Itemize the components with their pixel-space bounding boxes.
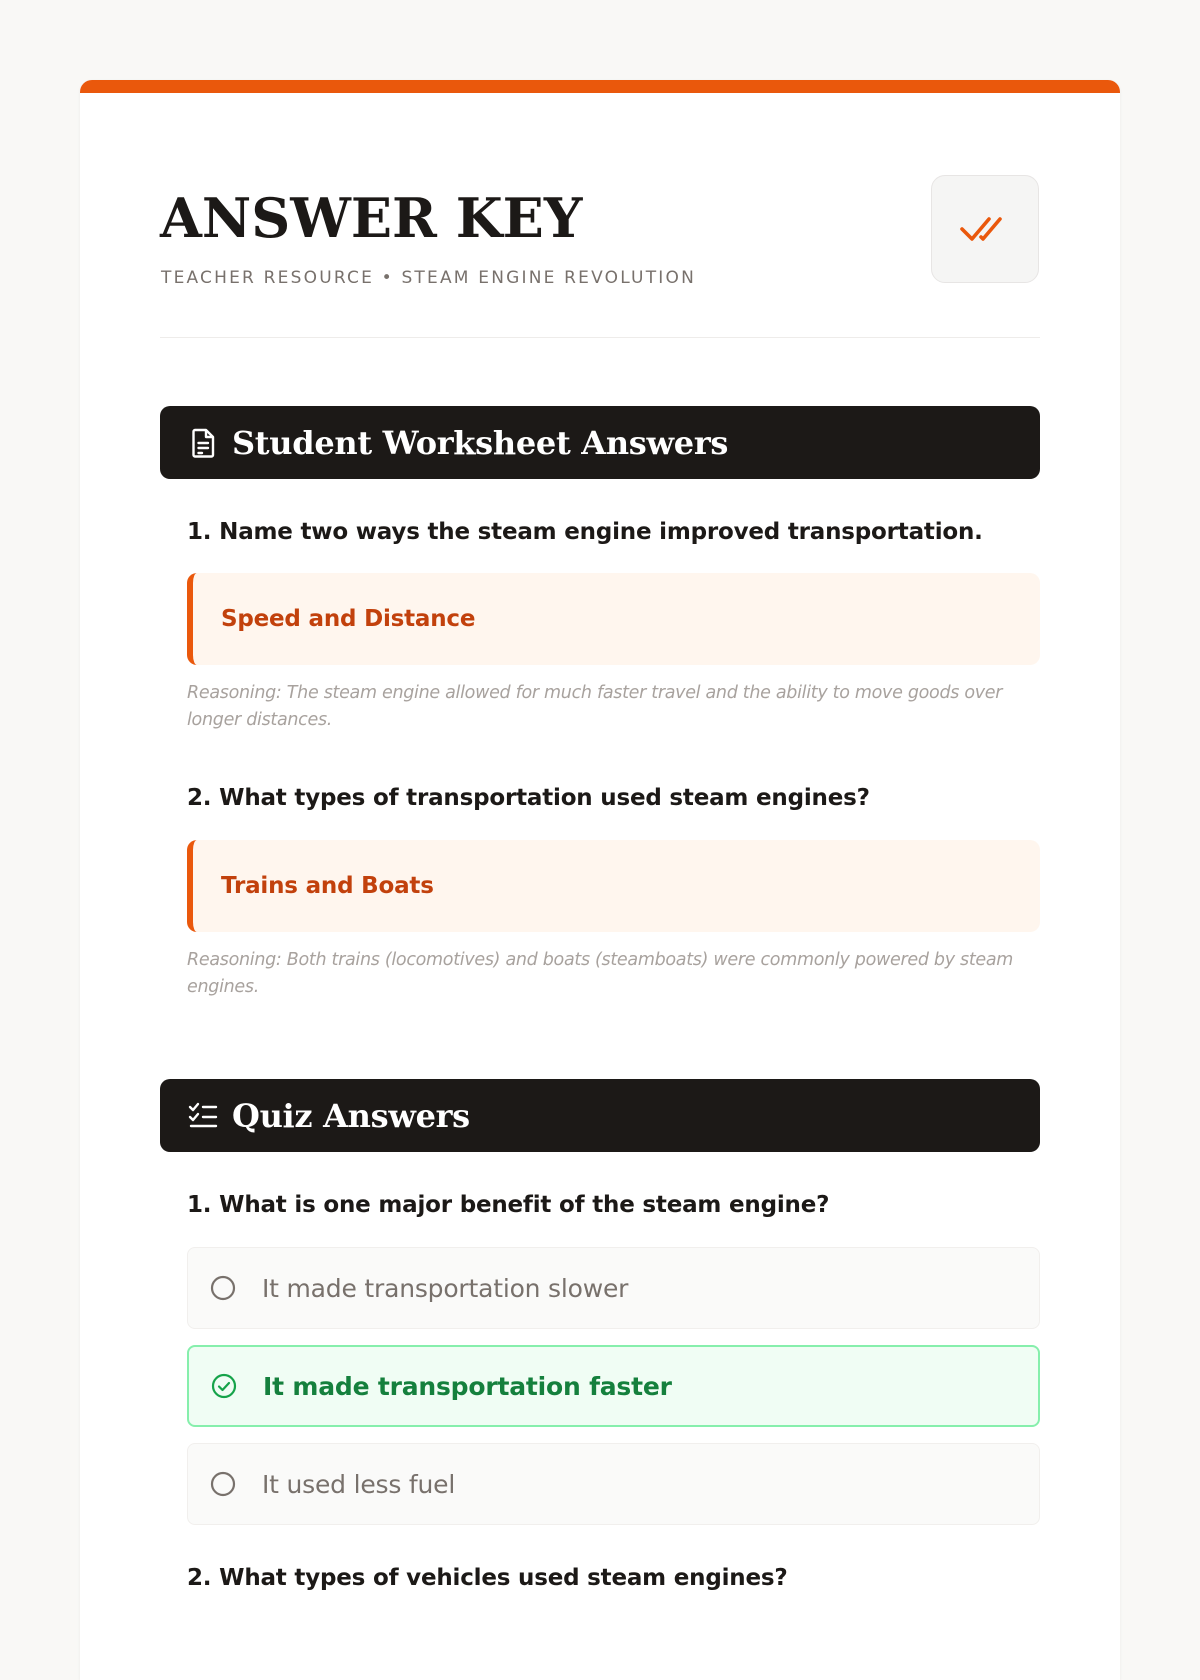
quiz-option-2-label: It made transportation faster [263,1371,672,1401]
worksheet-question-1: 1. Name two ways the steam engine improved transportation. [187,519,983,545]
quiz-option-3[interactable] [187,1443,1040,1525]
answer-key-card [80,80,1120,1680]
worksheet-answer-1-text: Speed and Distance [221,606,476,632]
header-divider [160,337,1040,338]
worksheet-section-title: Student Worksheet Answers [232,423,729,462]
quiz-section-title: Quiz Answers [232,1096,470,1135]
quiz-option-1[interactable] [187,1247,1040,1329]
worksheet-reasoning-2: Reasoning: Both trains (locomotives) and boats (steamboats) were commonly powered by steam engines. [187,950,1014,997]
answer-key-badge [931,175,1039,283]
quiz-option-3-label: It used less fuel [262,1469,456,1499]
quiz-section-header [160,1079,1040,1152]
page-title: ANSWER KEY [160,186,583,250]
worksheet-answer-1 [187,573,1040,665]
page-subtitle: TEACHER RESOURCE • STEAM ENGINE REVOLUTION [161,268,696,288]
check-circle-icon [211,1373,237,1399]
worksheet-section-header [160,406,1040,479]
worksheet-answer-2-text: Trains and Boats [221,873,434,899]
worksheet-question-2: 2. What types of transportation used steam engines? [187,785,870,811]
checklist-icon [188,1101,218,1131]
document-icon [188,428,218,458]
quiz-question-1: 1. What is one major benefit of the steam engine? [187,1192,830,1218]
radio-empty-icon [210,1471,236,1497]
double-check-icon [959,212,1011,246]
quiz-question-2: 2. What types of vehicles used steam engines? [187,1565,788,1591]
worksheet-reasoning-1: Reasoning: The steam engine allowed for much faster travel and the ability to move goods over longer distances. [187,683,1003,730]
radio-empty-icon [210,1275,236,1301]
worksheet-answer-2 [187,840,1040,932]
quiz-option-1-label: It made transportation slower [262,1273,629,1303]
quiz-option-2-correct[interactable] [187,1345,1040,1427]
